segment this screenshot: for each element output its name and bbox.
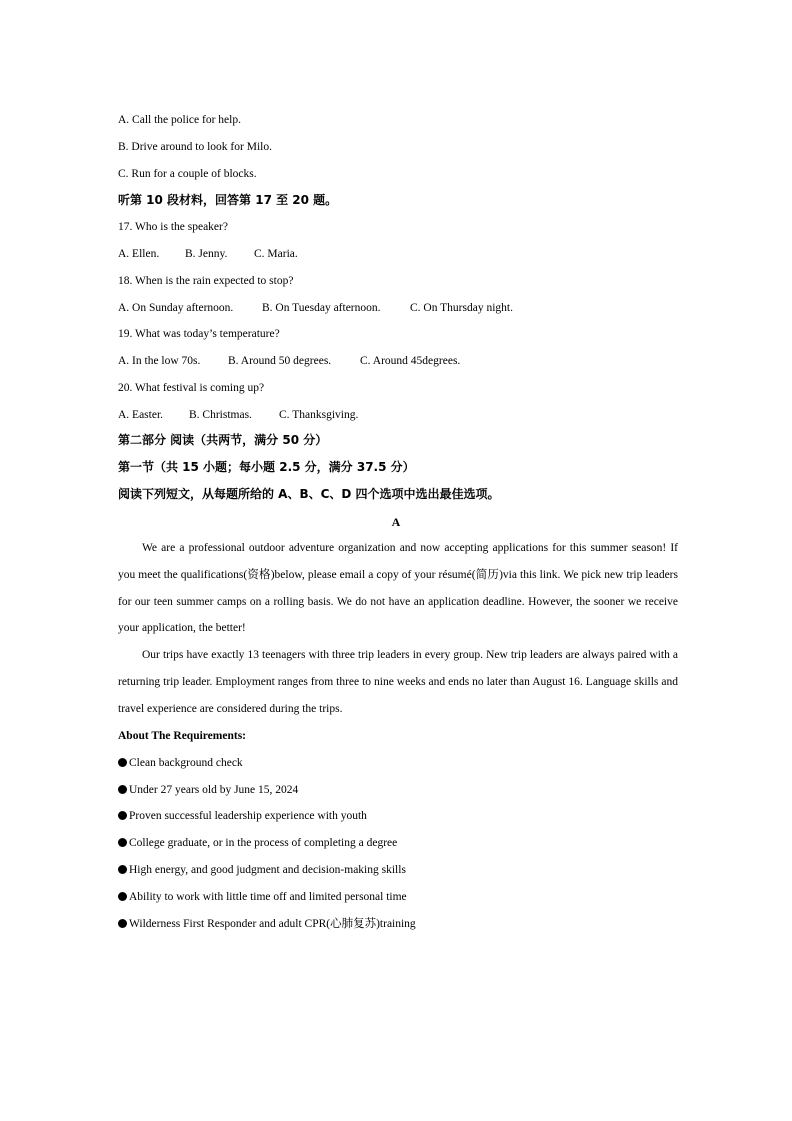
question-19-option-b: B. Around 50 degrees. — [228, 355, 332, 367]
q16-option-b: B. Drive around to look for Milo. — [118, 141, 272, 153]
question-19-options — [118, 353, 460, 369]
q16-option-c: C. Run for a couple of blocks. — [118, 168, 257, 180]
paragraph-2: Our trips have exactly 13 teenagers with three trip leaders in every group. New trip leaders are always paired with a returning trip leader. Employment ranges from three to nine weeks and ends no later than August 16. Language skills and travel experience are considered during the trips. — [118, 649, 678, 715]
question-20-stem: 20. What festival is coming up? — [118, 382, 265, 394]
question-17-option-a: A. Ellen. — [118, 248, 160, 260]
requirement-item: Ability to work with little time off and limited personal time — [118, 889, 407, 905]
question-19-option-c: C. Around 45degrees. — [360, 355, 461, 367]
bullet-icon — [118, 865, 127, 874]
question-19-option-a: A. In the low 70s. — [118, 355, 201, 367]
bullet-icon — [118, 919, 127, 928]
bullet-icon — [118, 838, 127, 847]
question-19-stem: 19. What was today’s temperature? — [118, 328, 280, 340]
part2-heading: 第二部分 阅读（共两节，满分 50 分） — [118, 433, 328, 447]
question-18-option-c: C. On Thursday night. — [410, 302, 513, 314]
bullet-icon — [118, 785, 127, 794]
reading-instruction: 阅读下列短文，从每题所给的 A、B、C、D 四个选项中选出最佳选项。 — [118, 487, 500, 501]
requirement-item: High energy, and good judgment and decision-making skills — [118, 862, 406, 878]
question-18-option-a: A. On Sunday afternoon. — [118, 302, 234, 314]
requirement-item: Clean background check — [118, 755, 243, 771]
question-17-option-c: C. Maria. — [254, 248, 298, 260]
q16-option-a: A. Call the police for help. — [118, 114, 241, 126]
question-20-option-b: B. Christmas. — [189, 409, 252, 421]
requirement-item: College graduate, or in the process of completing a degree — [118, 835, 397, 851]
question-20-option-a: A. Easter. — [118, 409, 164, 421]
question-20-options — [118, 407, 358, 423]
bullet-icon — [118, 811, 127, 820]
question-17-option-b: B. Jenny. — [185, 248, 228, 260]
bullet-icon — [118, 892, 127, 901]
section10-instruction: 听第 10 段材料，回答第 17 至 20 题。 — [118, 193, 338, 207]
question-18-stem: 18. When is the rain expected to stop? — [118, 275, 294, 287]
bullet-icon — [118, 758, 127, 767]
requirement-item: Wilderness First Responder and adult CPR(心肺复苏)training — [118, 916, 416, 932]
section1-heading: 第一节（共 15 小题；每小题 2.5 分，满分 37.5 分） — [118, 460, 415, 474]
requirement-item: Under 27 years old by June 15, 2024 — [118, 782, 298, 798]
question-18-options — [118, 300, 513, 316]
requirement-item: Proven successful leadership experience with youth — [118, 808, 367, 824]
question-18-option-b: B. On Tuesday afternoon. — [262, 302, 381, 314]
paragraph-1: We are a professional outdoor adventure organization and now accepting applications for this summer season! If you meet the qualifications(资格)below, please email a copy of your résumé(简历)via this link. We pick new trip leaders for our teen summer camps on a rolling basis. We do not have an application deadline. However, the sooner we receive your application, the better! — [118, 542, 678, 635]
question-17-options — [118, 246, 298, 262]
passage-label: A — [391, 515, 401, 529]
requirements-heading: About The Requirements: — [118, 730, 246, 742]
question-20-option-c: C. Thanksgiving. — [279, 409, 359, 421]
question-17-stem: 17. Who is the speaker? — [118, 221, 228, 233]
